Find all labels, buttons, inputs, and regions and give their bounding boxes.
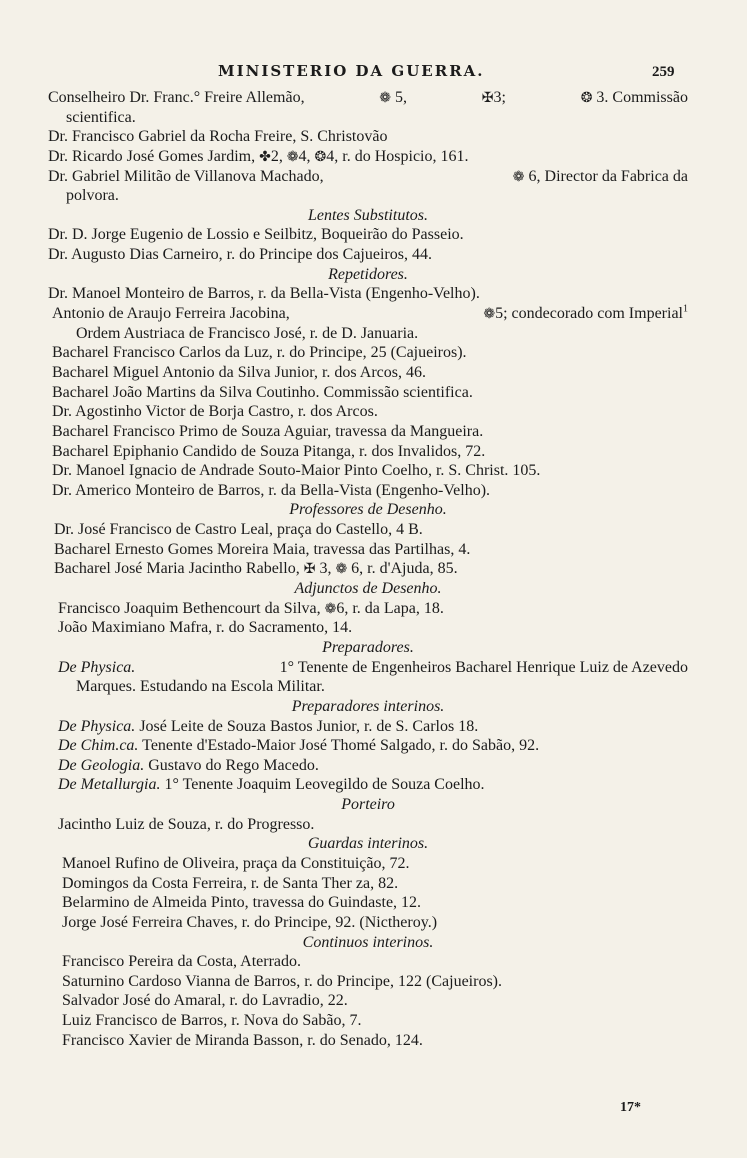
text-line: Dr. Francisco Gabriel da Rocha Freire, S. Christovão [48, 128, 388, 146]
cross-order-icon: ✠ [303, 562, 316, 578]
text-line: Belarmino de Almeida Pinto, travessa do Guindaste, 12. [62, 894, 422, 912]
section-heading: Repetidores. [328, 265, 408, 283]
text-line: Saturnino Cardoso Vianna de Barros, r. do Principe, 122 (Cajueiros). [62, 972, 502, 990]
text-line: Francisco Xavier de Miranda Basson, r. do Senado, 124. [62, 1031, 423, 1049]
text-line: Dr. Agostinho Victor de Borja Castro, r. dos Arcos. [52, 403, 378, 421]
section-heading: Guardas interinos. [307, 835, 429, 853]
section-heading: Adjunctos de Desenho. [294, 580, 442, 598]
rose-order-icon: ❁ [324, 601, 337, 617]
text-line: Bacharel Francisco Carlos da Luz, r. do Principe, 25 (Cajueiros). [52, 344, 467, 362]
text-line: Antonio de Araujo Ferreira Jacobina, ❁5; condecorado com Imperial$^1$ [52, 303, 688, 323]
text-line: Salvador José do Amaral, r. do Lavradio, 22. [62, 992, 348, 1010]
page-number: 259 [652, 64, 675, 80]
text-line: Dr. Americo Monteiro de Barros, r. da Bella-Vista (Engenho-Velho). [52, 481, 491, 499]
rose-order-icon: ❁ [512, 169, 525, 185]
text-line: Bacharel Epiphanio Candido de Souza Pitanga, r. dos Invalidos, 72. [52, 442, 486, 460]
text-line: Dr. Manoel Ignacio de Andrade Souto-Maior Pinto Coelho, r. S. Christ. 105. [52, 462, 541, 480]
cross-order-icon: ✠ [481, 91, 494, 106]
text-line: Dr. Augusto Dias Carneiro, r. do Principe dos Cajueiros, 44. [48, 246, 432, 264]
section-heading: Preparadores interinos. [291, 697, 445, 715]
text-line: Francisco Pereira da Costa, Aterrado. [62, 953, 302, 971]
text-line: Manoel Rufino de Oliveira, praça da Constituição, 72. [62, 854, 410, 872]
text-line: Marques. Estudando na Escola Militar. [76, 678, 325, 696]
text-line: Bacharel Ernesto Gomes Moreira Maia, travessa das Partilhas, 4. [54, 540, 471, 558]
text-body [48, 88, 688, 1050]
text-line: Dr. Manoel Monteiro de Barros, r. da Bella-Vista (Engenho-Velho). [48, 285, 480, 303]
text-line: Dr. Ricardo José Gomes Jardim, ✤2, ❁4, ❂4, r. do Hospicio, 161. [48, 147, 469, 165]
text-line: Conselheiro Dr. Franc.° Freire Allemão, ❁ 5, ✠3; ❂ 3. Commissão [48, 89, 688, 106]
text-line: De Geologia. Gustavo do Rego Macedo. [58, 756, 319, 774]
text-line: Bacharel José Maria Jacintho Rabello, ✠ 3, ❁ 6, r. d'Ajuda, 85. [54, 560, 458, 578]
wreath-order-icon: ❂ [580, 91, 593, 106]
text-line: scientifica. [66, 108, 136, 126]
text-line: Dr. Gabriel Militão de Villanova Machado, ❁ 6, Director da Fabrica da [48, 167, 688, 185]
text-line: Francisco Joaquim Bethencourt da Silva, ❁6, r. da Lapa, 18. [58, 599, 444, 617]
section-heading: Professores de Desenho. [289, 501, 447, 519]
text-line: Bacharel João Martins da Silva Coutinho. Commissão scientifica. [52, 383, 473, 401]
text-line: Luiz Francisco de Barros, r. Nova do Sabão, 7. [62, 1012, 362, 1030]
star-order-icon: ✤ [259, 149, 271, 165]
text-line: João Maximiano Mafra, r. do Sacramento, 14. [58, 619, 353, 637]
rose-order-icon: ❁ [483, 307, 496, 323]
rose-order-icon: ❁ [286, 149, 299, 165]
footnote-marker: 1 [683, 303, 688, 315]
text-line: polvora. [66, 187, 119, 205]
page-header [0, 62, 747, 90]
rose-order-icon: ❁ [379, 91, 392, 106]
signature-mark: 17* [620, 1100, 641, 1115]
rose-order-icon: ❁ [335, 562, 348, 578]
text-line: De Physica. 1° Tenente de Engenheiros Bacharel Henrique Luiz de Azevedo [58, 658, 688, 676]
text-line: De Physica. José Leite de Souza Bastos Junior, r. de S. Carlos 18. [58, 717, 479, 735]
text-line: Ordem Austriaca de Francisco José, r. de D. Januaria. [76, 324, 419, 342]
text-line: Jacintho Luiz de Souza, r. do Progresso. [58, 815, 315, 833]
section-heading: Porteiro [341, 796, 395, 814]
running-title: MINISTERIO DA GUERRA. [218, 62, 485, 80]
section-heading: Preparadores. [322, 638, 414, 656]
text-line: Domingos da Costa Ferreira, r. de Santa Ther za, 82. [62, 874, 399, 892]
text-line: De Chim.ca. Tenente d'Estado-Maior José Thomé Salgado, r. do Sabão, 92. [58, 737, 540, 755]
text-line: Dr. D. Jorge Eugenio de Lossio e Seilbitz, Boqueirão do Passeio. [48, 226, 464, 244]
text-line: Jorge José Ferreira Chaves, r. do Principe, 92. (Nictheroy.) [62, 913, 438, 931]
text-line: Bacharel Miguel Antonio da Silva Junior, r. dos Arcos, 46. [52, 363, 426, 381]
section-heading: Lentes Substitutos. [307, 206, 428, 224]
wreath-order-icon: ❂ [314, 149, 327, 165]
text-line: Dr. José Francisco de Castro Leal, praça do Castello, 4 B. [54, 521, 423, 539]
text-line: Bacharel Francisco Primo de Souza Aguiar, travessa da Mangueira. [52, 422, 484, 440]
section-heading: Continuos interinos. [302, 933, 434, 951]
text-line: De Metallurgia. 1° Tenente Joaquim Leovegildo de Souza Coelho. [58, 776, 485, 794]
